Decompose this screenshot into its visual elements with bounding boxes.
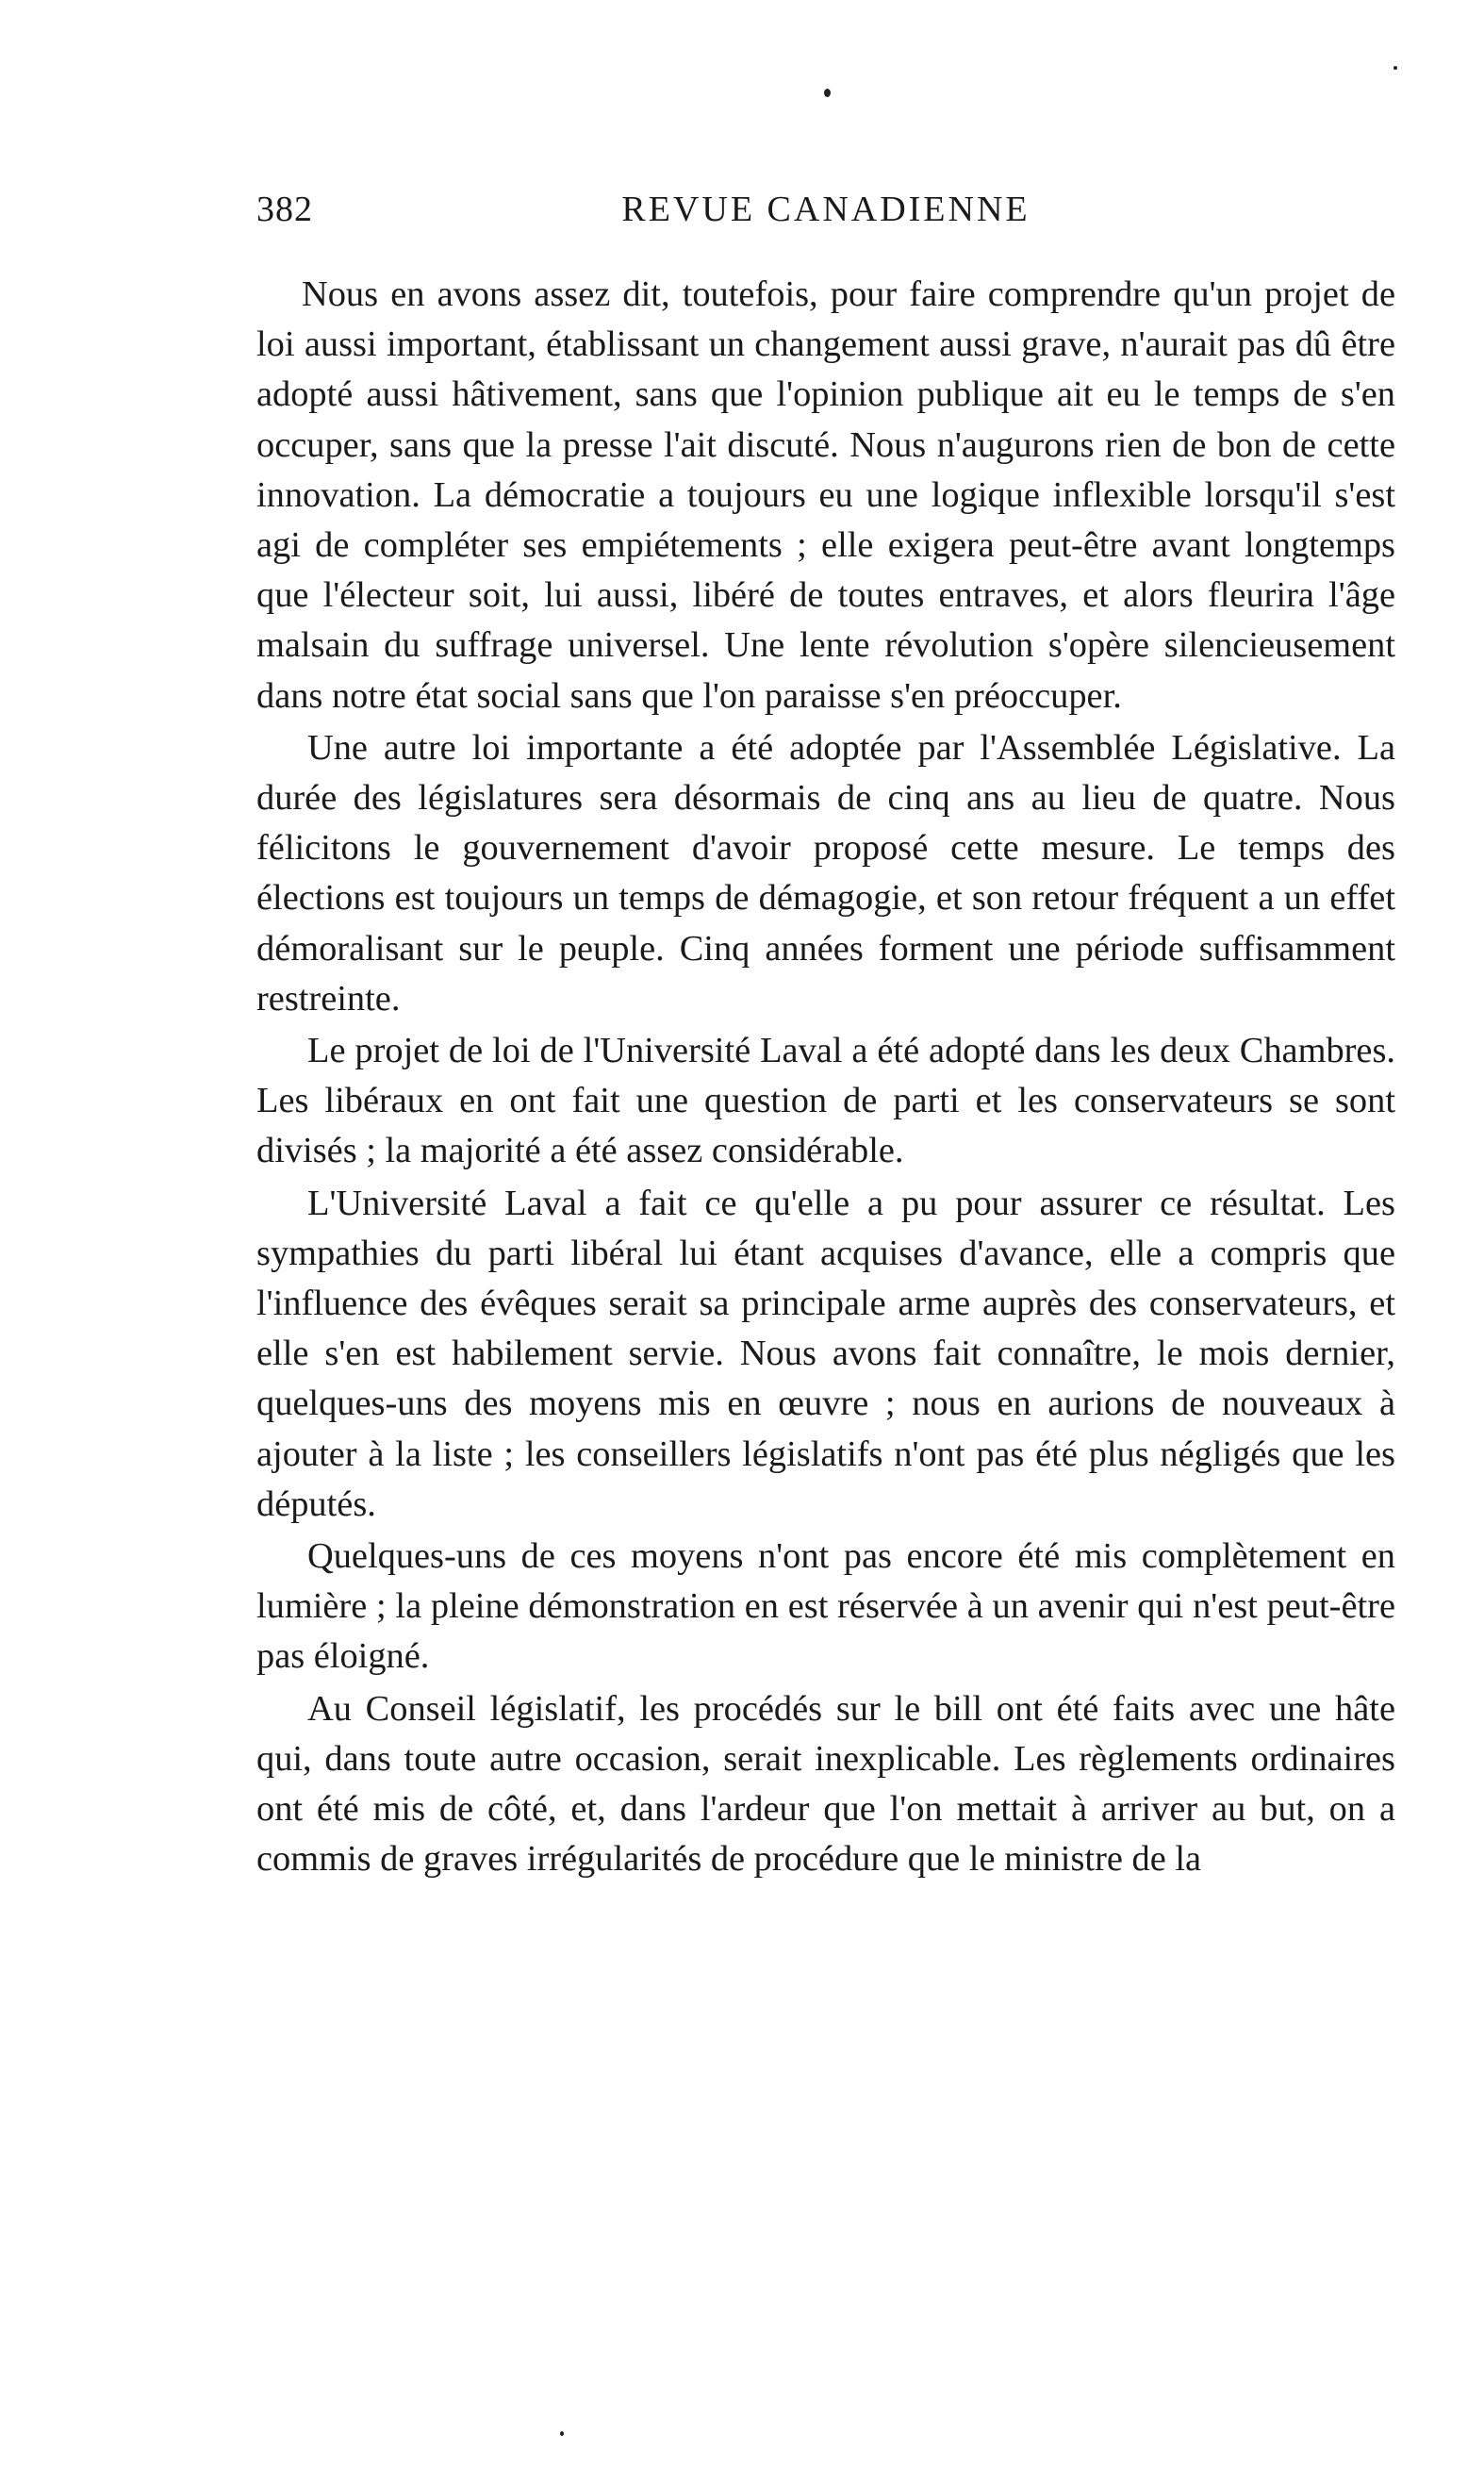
paragraph: Une autre loi importante a été adoptée par l'Assemblée Législative. La durée des législatures sera désormais de cinq ans au lieu de quatre. Nous félicitons le gouvernement d'avoir proposé cette mesure. Le temps des élections est toujours un temps de démagogie, et son retour fréquent a un effet démoralisant sur le peuple. Cinq années forment une période suffisamment restreinte. [256, 727, 1395, 1019]
page-number: 382 [256, 190, 313, 229]
ink-speck [1393, 66, 1397, 70]
paragraph: Le projet de loi de l'Université Laval a été adopté dans les deux Chambres. Les libéraux en ont fait une question de parti et les conservateurs se sont divisés ; la majorité a été assez considérable. [256, 1031, 1395, 1171]
paragraph: Au Conseil législatif, les procédés sur le bill ont été faits avec une hâte qui, dans toute autre occasion, serait inexplicable. Les règlements ordinaires ont été mis de côté, et, dans l'ardeur que l'on mettait à arriver au but, on a commis de graves irrégularités de procédure que le ministre de la [256, 1688, 1395, 1880]
body-text [256, 270, 1395, 1887]
running-title: REVUE CANADIENNE [621, 190, 1031, 229]
paragraph: Quelques-uns de ces moyens n'ont pas encore été mis complètement en lumière ; la pleine démonstration en est réservée à un avenir qui n'est peut-être pas éloigné. [256, 1536, 1395, 1677]
ink-speck [560, 2431, 564, 2436]
ink-speck [824, 89, 831, 97]
paragraph: L'Université Laval a fait ce qu'elle a pu pour assurer ce résultat. Les sympathies du parti libéral lui étant acquises d'avance, elle a compris que l'influence des évêques serait sa principale arme auprès des conservateurs, et elle s'en est habilement servie. Nous avons fait connaître, le mois dernier, quelques-uns des moyens mis en œuvre ; nous en aurions de nouveaux à ajouter à la liste ; les conseillers législatifs n'ont pas été plus négligés que les députés. [256, 1183, 1395, 1524]
paragraph: Nous en avons assez dit, toutefois, pour faire comprendre qu'un projet de loi aussi important, établissant un changement aussi grave, n'aurait pas dû être adopté aussi hâtivement, sans que l'opinion publique ait eu le temps de s'en occuper, sans que la presse l'ait discuté. Nous n'augurons rien de bon de cette innovation. La démocratie a toujours eu une logique inflexible lorsqu'il s'est agi de compléter ses empiétements ; elle exigera peut-être avant longtemps que l'électeur soit, lui aussi, libéré de toutes entraves, et alors fleurira l'âge malsain du suffrage universel. Une lente révolution s'opère silencieusement dans notre état social sans que l'on paraisse s'en préoccuper. [256, 274, 1395, 716]
running-head [256, 189, 1395, 245]
